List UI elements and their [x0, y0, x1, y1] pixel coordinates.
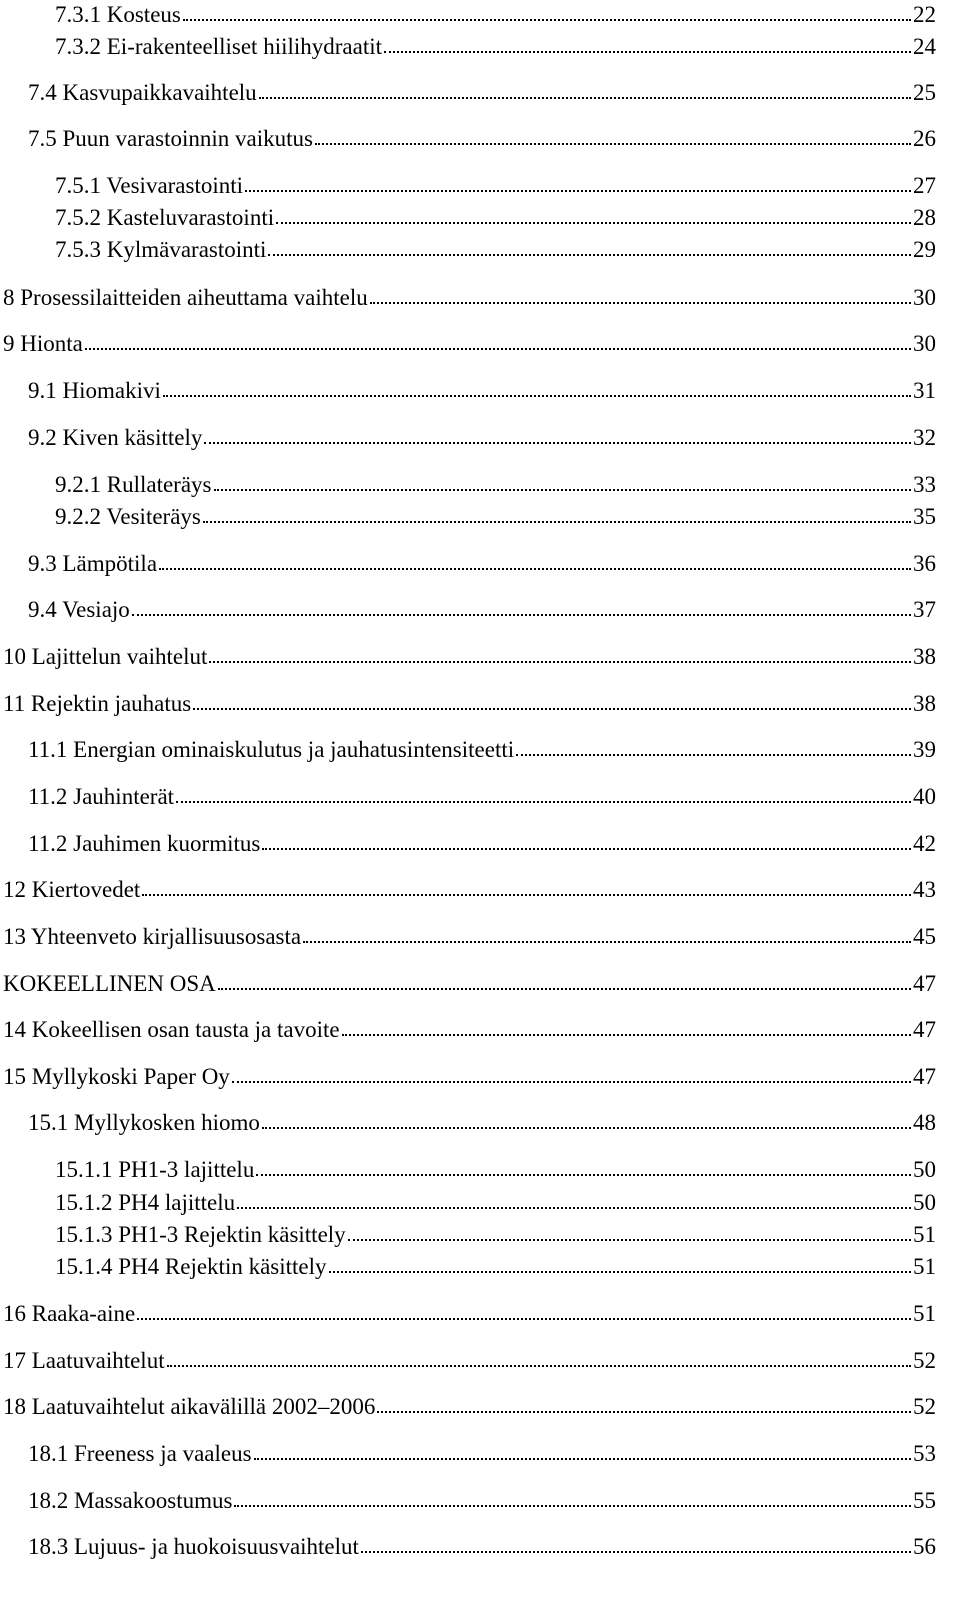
dot-leader — [370, 302, 911, 304]
toc-entry-title: 9.2 Kiven käsittely — [28, 425, 203, 450]
dot-leader — [193, 708, 911, 710]
dot-leader — [245, 190, 911, 192]
toc-entry-title: 18.2 Massakoostumus — [28, 1488, 233, 1513]
toc-page-number: 38 — [913, 691, 936, 716]
toc-entry[interactable] — [3, 875, 936, 905]
toc-page-number: 45 — [913, 924, 936, 949]
toc-entry[interactable] — [28, 124, 936, 154]
dot-leader — [203, 521, 911, 523]
toc-page-number: 37 — [913, 597, 936, 622]
dot-leader — [348, 1239, 911, 1241]
toc-page-number: 40 — [913, 784, 936, 809]
dot-leader — [159, 568, 911, 570]
dot-leader — [276, 222, 911, 224]
toc-entry[interactable] — [55, 1155, 936, 1185]
dot-leader — [204, 442, 911, 444]
toc-entry-title: 15.1.2 PH4 lajittelu — [55, 1190, 236, 1215]
toc-entry[interactable] — [28, 1486, 936, 1516]
toc-page-number: 53 — [913, 1441, 936, 1466]
toc-page-number: 24 — [913, 34, 936, 59]
toc-entry[interactable] — [3, 329, 936, 359]
toc-entry[interactable] — [55, 1252, 936, 1282]
toc-page-number: 29 — [913, 237, 936, 262]
toc-entry-title: 17 Laatuvaihtelut — [3, 1348, 165, 1373]
toc-entry-title: 9.1 Hiomakivi — [28, 378, 161, 403]
toc-entry[interactable] — [55, 1220, 936, 1250]
dot-leader — [214, 489, 912, 491]
toc-entry[interactable] — [55, 32, 936, 62]
toc-entry-title: 12 Kiertovedet — [3, 877, 141, 902]
toc-entry-title: 7.5.3 Kylmävarastointi — [55, 237, 267, 262]
toc-entry[interactable] — [3, 642, 936, 672]
dot-leader — [259, 97, 911, 99]
toc-page-number: 56 — [913, 1534, 936, 1559]
toc-entry[interactable] — [3, 1015, 936, 1045]
toc-page-number: 52 — [913, 1394, 936, 1419]
toc-entry[interactable] — [28, 782, 936, 812]
toc-page-number: 51 — [913, 1222, 936, 1247]
toc-entry-title: 15.1.3 PH1-3 Rejektin käsittely — [55, 1222, 346, 1247]
toc-entry-title: 7.5 Puun varastoinnin vaikutus — [28, 126, 313, 151]
toc-entry[interactable] — [3, 1346, 936, 1376]
dot-leader — [167, 1365, 911, 1367]
dot-leader — [163, 395, 911, 397]
toc-entry[interactable] — [3, 969, 936, 999]
toc-page-number: 36 — [913, 551, 936, 576]
toc-entry[interactable] — [55, 502, 936, 532]
toc-entry-title: 14 Kokeellisen osan tausta ja tavoite — [3, 1017, 340, 1042]
dot-leader — [237, 1207, 911, 1209]
toc-entry[interactable] — [28, 595, 936, 625]
toc-page-number: 47 — [913, 971, 936, 996]
toc-page-number: 47 — [913, 1064, 936, 1089]
toc-entry[interactable] — [55, 1188, 936, 1218]
toc-entry-title: 18.1 Freeness ja vaaleus — [28, 1441, 252, 1466]
toc-entry[interactable] — [28, 735, 936, 765]
toc-entry[interactable] — [28, 829, 936, 859]
toc-entry[interactable] — [55, 171, 936, 201]
dot-leader — [132, 614, 911, 616]
dot-leader — [234, 1505, 911, 1507]
dot-leader — [262, 848, 911, 850]
toc-page-number: 22 — [913, 2, 936, 27]
toc-entry-title: 15.1.4 PH4 Rejektin käsittely — [55, 1254, 327, 1279]
toc-page-number: 43 — [913, 877, 936, 902]
dot-leader — [218, 988, 911, 990]
toc-page-number: 35 — [913, 504, 936, 529]
toc-entry[interactable] — [28, 1532, 936, 1562]
dot-leader — [268, 254, 911, 256]
toc-entry-title: 9.4 Vesiajo — [28, 597, 130, 622]
toc-entry-title: 9 Hionta — [3, 331, 83, 356]
toc-entry-title: 15 Myllykoski Paper Oy — [3, 1064, 230, 1089]
dot-leader — [183, 19, 911, 21]
toc-entry-title: 11.1 Energian ominaiskulutus ja jauhatusintensiteetti — [28, 737, 515, 762]
dot-leader — [256, 1174, 911, 1176]
toc-entry-title: 7.5.1 Vesivarastointi — [55, 173, 244, 198]
toc-entry-title: 9.2.1 Rullateräys — [55, 472, 212, 497]
toc-entry-title: 9.3 Lämpötila — [28, 551, 158, 576]
toc-entry[interactable] — [3, 283, 936, 313]
toc-entry-title: 7.5.2 Kasteluvarastointi — [55, 205, 275, 230]
toc-page-number: 25 — [913, 80, 936, 105]
toc-page-number: 33 — [913, 472, 936, 497]
toc-entry[interactable] — [28, 376, 936, 406]
toc-page-number: 26 — [913, 126, 936, 151]
dot-leader — [303, 941, 911, 943]
toc-entry[interactable] — [3, 1062, 936, 1092]
toc-entry[interactable] — [28, 1108, 936, 1138]
toc-page-number: 51 — [913, 1254, 936, 1279]
dot-leader — [262, 1127, 911, 1129]
toc-entry[interactable] — [3, 1299, 936, 1329]
dot-leader — [209, 661, 911, 663]
toc-page-number: 42 — [913, 831, 936, 856]
toc-entry-title: 13 Yhteenveto kirjallisuusosasta — [3, 924, 302, 949]
dot-leader — [377, 1411, 911, 1413]
toc-page-number: 51 — [913, 1301, 936, 1326]
toc-page-number: 48 — [913, 1110, 936, 1135]
dot-leader — [315, 143, 911, 145]
toc-entry-title: 18.3 Lujuus- ja huokoisuusvaihtelut — [28, 1534, 359, 1559]
dot-leader — [142, 894, 911, 896]
toc-page-number: 27 — [913, 173, 936, 198]
toc-entry-title: 10 Lajittelun vaihtelut — [3, 644, 208, 669]
dot-leader — [361, 1551, 911, 1553]
toc-entry-title: 15.1.1 PH1-3 lajittelu — [55, 1157, 255, 1182]
toc-entry[interactable] — [55, 0, 936, 30]
toc-entry-title: 11 Rejektin jauhatus — [3, 691, 192, 716]
toc-entry-title: 7.3.1 Kosteus — [55, 2, 181, 27]
toc-entry-title: KOKEELLINEN OSA — [3, 971, 216, 996]
toc-entry[interactable] — [3, 689, 936, 719]
toc-page-number: 38 — [913, 644, 936, 669]
dot-leader — [176, 801, 911, 803]
toc-entry[interactable] — [55, 235, 936, 265]
toc-entry[interactable] — [55, 470, 936, 500]
toc-page-number: 52 — [913, 1348, 936, 1373]
toc-page-number: 31 — [913, 378, 936, 403]
toc-page-number: 50 — [913, 1157, 936, 1182]
toc-entry-title: 9.2.2 Vesiteräys — [55, 504, 201, 529]
toc-entry[interactable] — [28, 423, 936, 453]
dot-leader — [254, 1458, 911, 1460]
dot-leader — [342, 1034, 911, 1036]
toc-entry[interactable] — [55, 203, 936, 233]
dot-leader — [329, 1271, 911, 1273]
toc-entry-title: 15.1 Myllykosken hiomo — [28, 1110, 260, 1135]
toc-entry-title: 11.2 Jauhimen kuormitus — [28, 831, 261, 856]
toc-entry[interactable] — [28, 1439, 936, 1469]
toc-page-number: 32 — [913, 425, 936, 450]
dot-leader — [232, 1081, 911, 1083]
toc-entry[interactable] — [28, 549, 936, 579]
toc-entry-title: 11.2 Jauhinterät — [28, 784, 175, 809]
dot-leader — [384, 51, 911, 53]
toc-entry[interactable] — [3, 1392, 936, 1422]
toc-page-number: 28 — [913, 205, 936, 230]
toc-entry-title: 8 Prosessilaitteiden aiheuttama vaihtelu — [3, 285, 368, 310]
toc-entry[interactable] — [3, 922, 936, 952]
toc-page-number: 50 — [913, 1190, 936, 1215]
toc-entry-title: 18 Laatuvaihtelut aikavälillä 2002–2006 — [3, 1394, 376, 1419]
toc-entry-title: 7.3.2 Ei-rakenteelliset hiilihydraatit — [55, 34, 383, 59]
dot-leader — [516, 754, 911, 756]
toc-page-number: 47 — [913, 1017, 936, 1042]
toc-page-number: 39 — [913, 737, 936, 762]
dot-leader — [85, 348, 911, 350]
toc-entry[interactable] — [28, 78, 936, 108]
toc-entry-title: 16 Raaka-aine — [3, 1301, 136, 1326]
toc-page-number: 55 — [913, 1488, 936, 1513]
toc-page-number: 30 — [913, 331, 936, 356]
toc-entry-title: 7.4 Kasvupaikkavaihtelu — [28, 80, 257, 105]
dot-leader — [137, 1318, 911, 1320]
toc-page-number: 30 — [913, 285, 936, 310]
